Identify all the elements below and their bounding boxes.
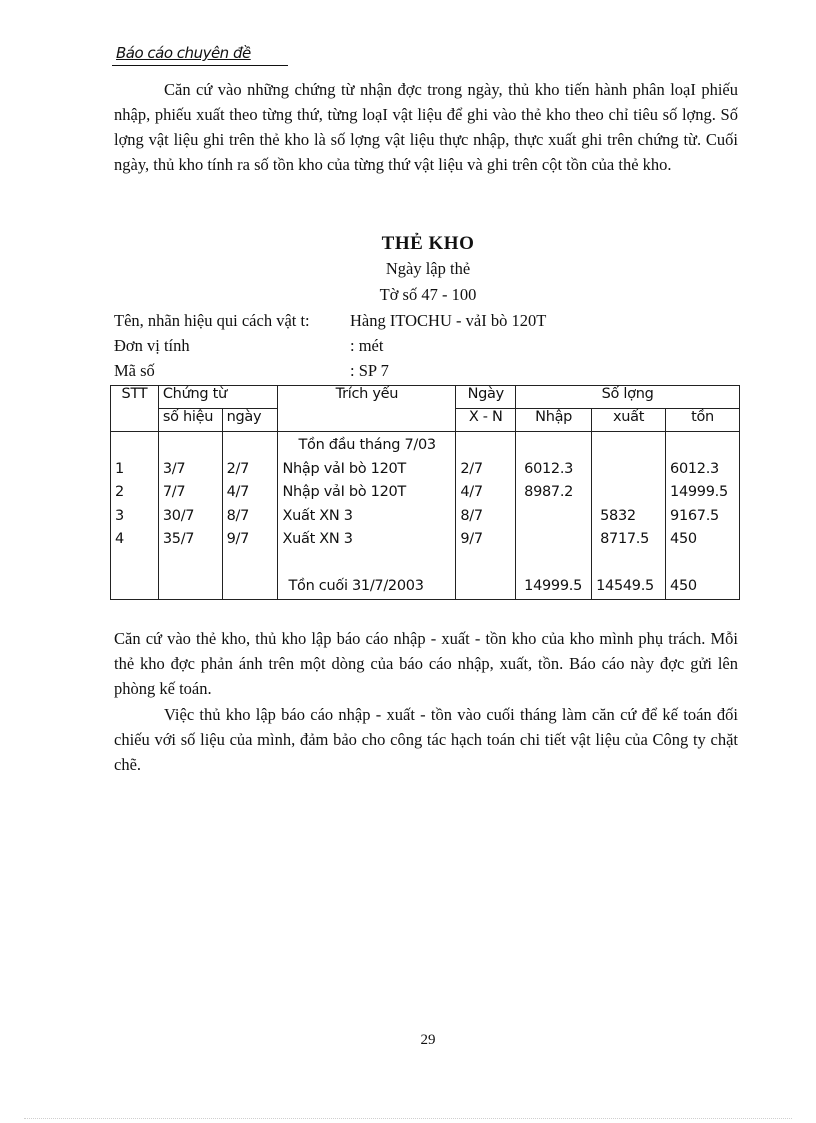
- card-date-line: Ngày lập thẻ: [385, 259, 471, 278]
- cell-stt: 2: [115, 484, 124, 500]
- cell-in: [524, 528, 587, 552]
- col-voucher-date: [222, 432, 278, 600]
- meta-label-item: Tên, nhãn hiệu qui cách vật t:: [114, 311, 310, 330]
- header-stock: tồn: [666, 409, 740, 432]
- header-underline: [112, 65, 288, 66]
- cell-in: 8987.2: [524, 484, 574, 500]
- cell-in: 6012.3: [524, 460, 574, 477]
- header-out: xuất: [592, 409, 666, 432]
- header-quantity: Số lợng: [516, 386, 740, 409]
- intro-paragraph: Căn cứ vào những chứng từ nhận đợc trong ngày, thủ kho tiến hành phân loạI phiếu nhập, phiếu xuất theo từng thứ, từng loạI vật liệu để ghi vào thẻ kho theo chỉ tiêu số lợng. Số lợng vật liệu ghi trên thẻ kho là số lợng vật liệu thực nhập, thực xuất ghi trên chứng từ. Cuối ngày, thủ kho tính ra số tồn kho của từng thứ vật liệu và ghi trên cột tồn của thẻ kho.: [114, 80, 738, 174]
- col-stock: [666, 432, 740, 600]
- header-date: Ngày: [456, 386, 516, 409]
- card-title: THẺ KHO: [381, 233, 475, 254]
- meta-label-unit: Đơn vị tính: [114, 336, 190, 355]
- cell-out: [596, 481, 661, 505]
- cell-closing-stock: 450: [670, 578, 697, 594]
- after-paragraph-1: Căn cứ vào thẻ kho, thủ kho lập báo cáo nhập - xuất - tồn kho của kho mình phụ trách. Mỗi thẻ kho đợc phản ánh trên một dòng của báo cáo nhập, xuất, tồn. Báo cáo này đợc gửi lên phòng kế toán.: [114, 629, 738, 698]
- cell-voucher-no: 7/7: [162, 484, 186, 500]
- cell-voucher-date: 4/7: [226, 484, 250, 500]
- cell-out: [596, 458, 661, 482]
- cell-stock: 6012.3: [670, 460, 719, 477]
- table-header-row: [111, 386, 740, 409]
- cell-in: [524, 505, 587, 529]
- col-voucher-no: [158, 432, 222, 600]
- cell-voucher-date: 9/7: [226, 531, 250, 547]
- cell-voucher-date: 8/7: [226, 507, 250, 524]
- col-in: [516, 432, 592, 600]
- cell-summary: Xuất XN 3: [282, 507, 353, 524]
- cell-voucher-no: 30/7: [162, 507, 195, 524]
- meta-value-item: Hàng ITOCHU - vảI bò 120T: [350, 311, 547, 330]
- col-out: [592, 432, 666, 600]
- footer-divider: [24, 1118, 792, 1119]
- col-summary: [278, 432, 456, 600]
- cell-stock: 14999.5: [670, 484, 728, 500]
- col-date: [456, 432, 516, 600]
- header-in: Nhập: [516, 409, 592, 432]
- cell-voucher-no: 3/7: [162, 460, 186, 477]
- cell-date: 9/7: [460, 531, 483, 547]
- header-voucher: Chứng từ: [158, 386, 278, 409]
- cell-out: 8717.5: [600, 531, 650, 547]
- cell-out: 5832: [600, 507, 636, 524]
- cell-closing-out: 14549.5: [596, 578, 654, 594]
- card-sheet-no: Tờ số 47 - 100: [379, 285, 477, 304]
- page-number: 29: [420, 1032, 436, 1048]
- cell-opening: Tồn đầu tháng 7/03: [298, 437, 436, 453]
- header-date-sub: X - N: [456, 409, 516, 432]
- header-stt: STT: [111, 386, 159, 432]
- meta-label-code: Mã số: [114, 361, 155, 380]
- after-paragraph-2: Việc thủ kho lập báo cáo nhập - xuất - tồn vào cuối tháng làm căn cứ để kế toán đối chiếu với số liệu của mình, đảm bảo cho công tác hạch toán chi tiết vật liệu của Công ty chặt chẽ.: [114, 705, 738, 774]
- cell-closing-label: Tồn cuối 31/7/2003: [288, 578, 424, 594]
- cell-stt: 1: [115, 460, 124, 477]
- cell-voucher-date: 2/7: [226, 460, 250, 477]
- meta-value-unit: : mét: [350, 336, 384, 355]
- cell-date: 8/7: [460, 507, 483, 524]
- table-body-row: [111, 432, 740, 600]
- header-voucher-date: ngày: [222, 409, 278, 432]
- cell-stt: 4: [115, 531, 124, 547]
- cell-summary: Xuất XN 3: [282, 531, 353, 547]
- cell-stt: 3: [115, 507, 124, 524]
- stock-card-table: [110, 385, 740, 600]
- header-voucher-no: số hiệu: [158, 409, 222, 432]
- cell-date: 4/7: [460, 484, 483, 500]
- header-summary: Trích yếu: [278, 386, 456, 432]
- cell-summary: Nhập vảI bò 120T: [282, 484, 406, 500]
- cell-stock: 450: [670, 531, 697, 547]
- cell-stock: 9167.5: [670, 507, 719, 524]
- cell-voucher-no: 35/7: [162, 531, 195, 547]
- cell-closing-in: 14999.5: [524, 578, 583, 594]
- cell-summary: Nhập vảI bò 120T: [282, 460, 406, 477]
- meta-value-code: : SP 7: [350, 361, 389, 380]
- page-header: Báo cáo chuyên đề: [116, 44, 251, 62]
- col-stt: [111, 432, 159, 600]
- cell-date: 2/7: [460, 460, 483, 477]
